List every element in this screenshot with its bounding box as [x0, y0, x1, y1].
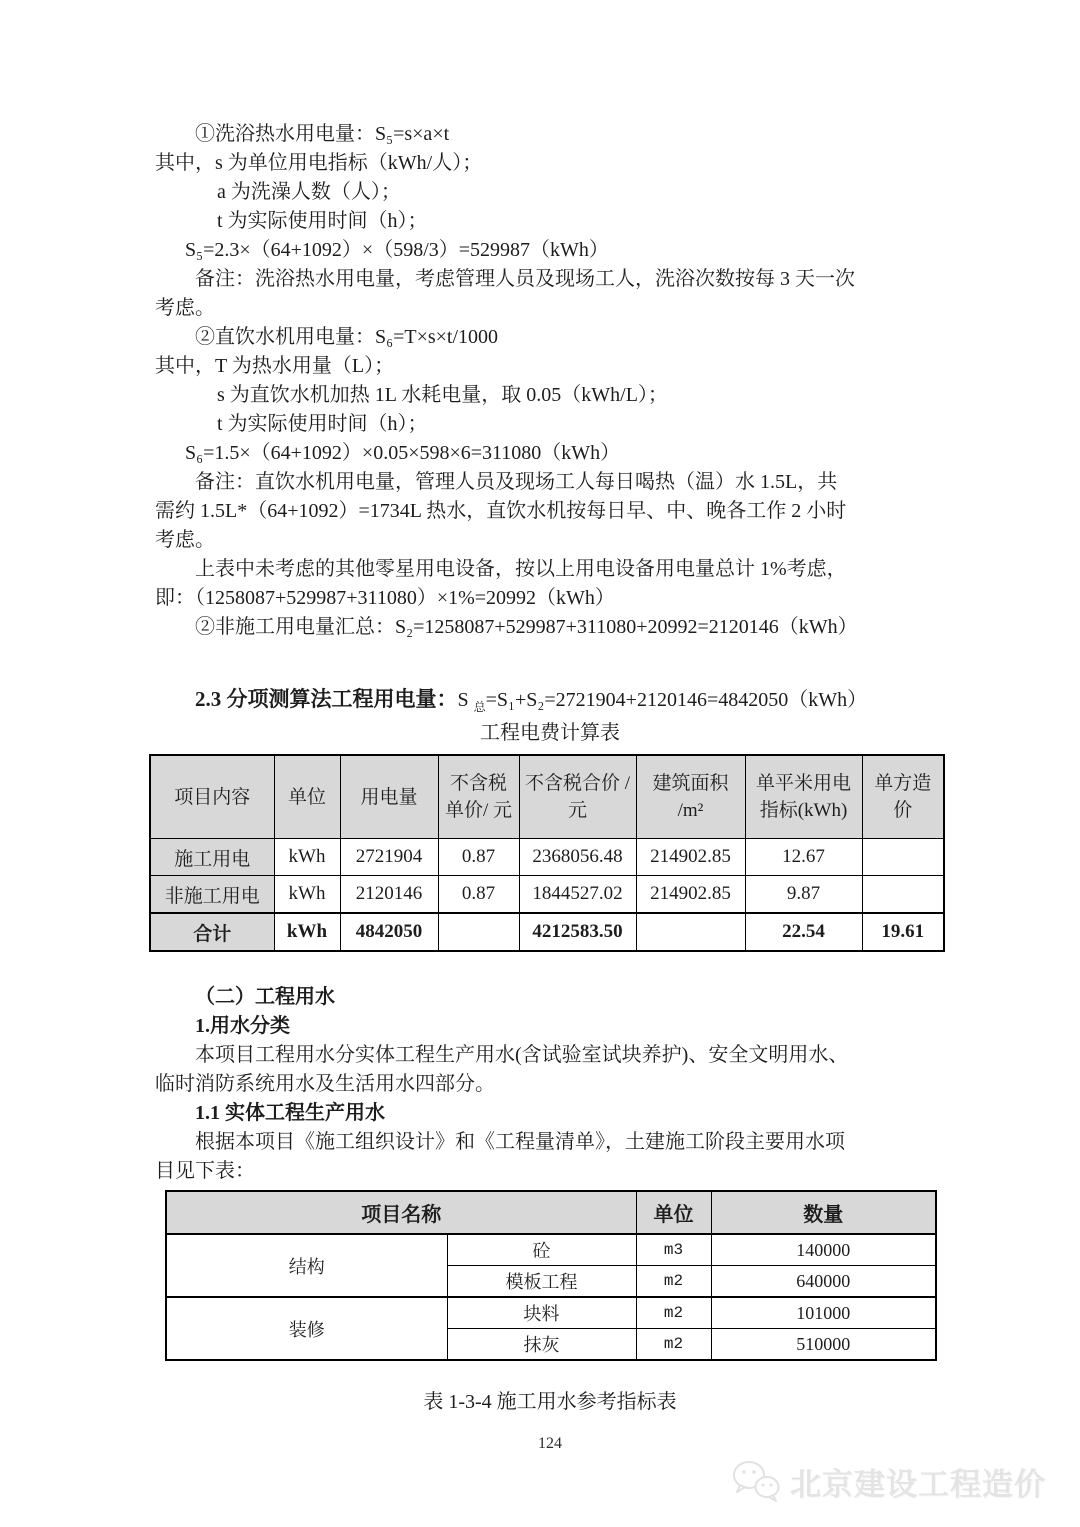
cell: 2721904 — [340, 839, 438, 876]
cell: m2 — [636, 1297, 711, 1329]
table-header-row — [166, 1191, 936, 1234]
formula-s-total-subscript: 总 — [473, 700, 486, 714]
cell: 砼 — [447, 1234, 636, 1266]
body-line: s 为直饮水机加热 1L 水耗电量，取 0.05（kWh/L）； — [217, 384, 668, 406]
cell: 4212583.50 — [519, 913, 636, 951]
body-line: 备注：洗浴热水用电量，考虑管理人员及现场工人，洗浴次数按每 3 天一次 — [195, 268, 855, 290]
table-caption: 表 1-3-4 施工用水参考指标表 — [423, 1391, 677, 1413]
cell: 214902.85 — [636, 839, 745, 876]
col-header: 项目内容 — [150, 755, 274, 839]
cell: m2 — [636, 1266, 711, 1298]
cell: kWh — [274, 839, 340, 876]
water-items-table — [165, 1190, 937, 1361]
cell — [862, 876, 944, 914]
cell: m3 — [636, 1234, 711, 1266]
body-line: 考虑。 — [155, 297, 215, 319]
watermark-text: 北京建设工程造价 — [790, 1466, 1046, 1502]
cell: 101000 — [711, 1297, 936, 1329]
cell: 640000 — [711, 1266, 936, 1298]
cell — [636, 913, 745, 951]
cell: kWh — [274, 913, 340, 951]
body-line: 根据本项目《施工组织设计》和《工程量清单》，土建施工阶段主要用水项 — [195, 1131, 845, 1153]
col-header: 单位 — [274, 755, 340, 839]
formula-total-value: =S₁+S₂=2721904+2120146=4842050（kWh） — [485, 689, 868, 711]
cell: 12.67 — [745, 839, 862, 876]
subsection-1-heading: 1.用水分类 — [195, 1015, 290, 1037]
body-line: 其中，T 为热水用量（L）； — [155, 355, 395, 377]
body-line: 上表中未考虑的其他零星用电设备，按以上用电设备用电量总计 1%考虑， — [195, 558, 847, 580]
cell: 块料 — [447, 1297, 636, 1329]
table-total-row — [150, 913, 944, 951]
col-header: 项目名称 — [166, 1191, 636, 1234]
body-line: 本项目工程用水分实体工程生产用水(含试验室试块养护)、安全文明用水、 — [195, 1044, 849, 1066]
body-line: a 为洗澡人数（人）； — [217, 181, 401, 203]
electricity-cost-table — [149, 754, 945, 952]
formula-s-total: S — [457, 689, 474, 711]
col-header: 建筑面积 /m² — [636, 755, 745, 839]
page-content — [155, 120, 945, 1455]
col-header: 用电量 — [340, 755, 438, 839]
cell: 2368056.48 — [519, 839, 636, 876]
col-header: 单位 — [636, 1191, 711, 1234]
col-header: 单平米用电 指标(kWh) — [745, 755, 862, 839]
wechat-icon — [731, 1458, 783, 1504]
col-header: 单方造 价 — [862, 755, 944, 839]
cell: kWh — [274, 876, 340, 914]
section-water — [155, 983, 945, 1186]
cell: 510000 — [711, 1329, 936, 1361]
electricity-table-title: 工程电费计算表 — [480, 722, 620, 744]
col-header: 数量 — [711, 1191, 936, 1234]
cell: 0.87 — [438, 839, 519, 876]
body-line: S₅=2.3×（64+1092）×（598/3）=529987（kWh） — [185, 239, 609, 261]
row-header: 合计 — [150, 913, 274, 951]
group-name: 装修 — [166, 1297, 447, 1360]
table-row — [150, 839, 944, 876]
body-line: 临时消防系统用水及生活用水四部分。 — [155, 1073, 495, 1095]
section-2-3-heading — [155, 684, 945, 716]
cell: 1844527.02 — [519, 876, 636, 914]
cell: 9.87 — [745, 876, 862, 914]
cell: 4842050 — [340, 913, 438, 951]
group-name: 结构 — [166, 1234, 447, 1297]
watermark — [731, 1458, 1046, 1504]
section-water-heading: （二）工程用水 — [195, 986, 335, 1008]
cell — [438, 913, 519, 951]
body-line: S₆=1.5×（64+1092）×0.05×598×6=311080（kWh） — [185, 442, 621, 464]
body-line: t 为实际使用时间（h）； — [217, 413, 428, 435]
subsection-1-1-heading: 1.1 实体工程生产用水 — [195, 1102, 385, 1124]
col-header: 不含税合价 /元 — [519, 755, 636, 839]
cell: 抹灰 — [447, 1329, 636, 1361]
cell: 214902.85 — [636, 876, 745, 914]
body-line: 即：（1258087+529987+311080）×1%=20992（kWh） — [155, 587, 615, 609]
body-line: ①洗浴热水用电量：S₅=s×a×t — [195, 123, 450, 145]
cell: 0.87 — [438, 876, 519, 914]
cell: 22.54 — [745, 913, 862, 951]
table-row — [150, 876, 944, 914]
body-line: t 为实际使用时间（h）； — [217, 210, 428, 232]
cell: 19.61 — [862, 913, 944, 951]
body-line: 需约 1.5L*（64+1092）=1734L 热水，直饮水机按每日早、中、晚各工作 2 小时 — [155, 500, 847, 522]
table-row — [166, 1234, 936, 1266]
cell: 模板工程 — [447, 1266, 636, 1298]
body-line: ②非施工用电量汇总：S₂=1258087+529987+311080+20992=2120146（kWh） — [195, 616, 858, 638]
table-row — [166, 1297, 936, 1329]
row-header: 施工用电 — [150, 839, 274, 876]
body-line: 目见下表： — [155, 1160, 255, 1182]
cell: 2120146 — [340, 876, 438, 914]
row-header: 非施工用电 — [150, 876, 274, 914]
body-line: ②直饮水机用电量：S₆=T×s×t/1000 — [195, 326, 499, 348]
cell: 140000 — [711, 1234, 936, 1266]
col-header: 不含税 单价/ 元 — [438, 755, 519, 839]
page-number: 124 — [538, 1435, 562, 1452]
cell: m2 — [636, 1329, 711, 1361]
body-line: 其中，s 为单位用电指标（kWh/人）； — [155, 152, 483, 174]
cell — [862, 839, 944, 876]
section-2-3-label: 2.3 分项测算法工程用电量： — [195, 687, 458, 711]
body-line: 备注：直饮水机用电量，管理人员及现场工人每日喝热（温）水 1.5L，共 — [195, 471, 838, 493]
table-header-row — [150, 755, 944, 839]
body-line: 考虑。 — [155, 529, 215, 551]
